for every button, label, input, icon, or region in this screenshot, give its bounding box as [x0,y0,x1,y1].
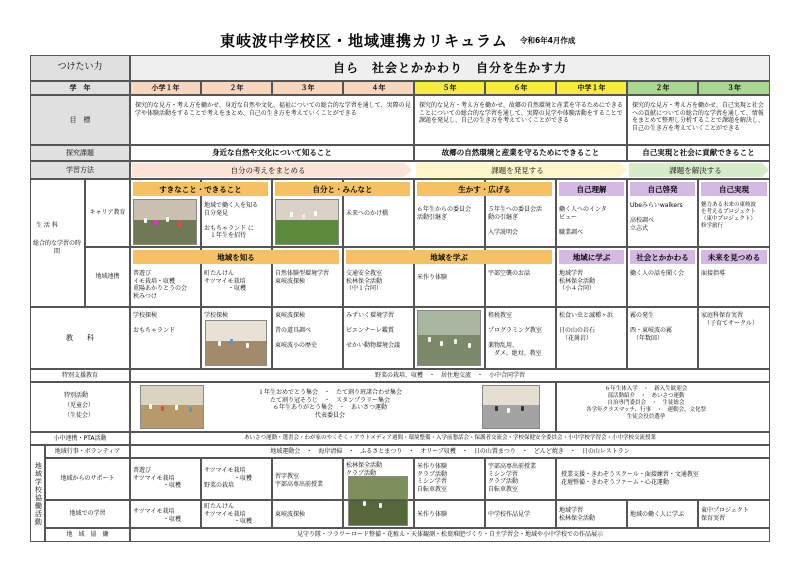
local-cell-5: 米作り体験 [414,247,485,307]
learning-cell-3: 東岐波探検 [272,500,343,528]
local-cell-2: 町たんけん サツマイモ栽培 ・収穫 [201,247,272,307]
grade-3: ３年 [272,81,343,95]
local-cell-9: 面接指導 [698,247,770,307]
topic-2: 故郷の自然環境と産業を守るためにできること [414,145,627,161]
community-coop-text: 見守り隊・フラワーロード整備・花植え・天体観測・松葉堆肥づくり・自主学習会・地域や小中学校での作品展示 [130,528,770,542]
grade-label: 学 年 [30,81,130,95]
school-coop-vertical-label: 地域学校協働活動 [34,461,43,526]
grade-5: ５年 [414,81,485,95]
goal-text-junior-high: 探究的な見方・考え方を働かせ、自己実現と社会への貢献についての総合的な学習を通して、情報をまとめて整理し分析することで課題を解決し、自己の生き方を考えていくことができる [627,95,770,145]
career-cell-8: Ubeみらいwalkers 高校調べ 立志式 [627,179,698,247]
career-cell-7: 働く人へのインタ ビュー 職業調べ [556,179,627,247]
goal-text-elementary-upper: 探究的な見方・考え方を働かせ、故郷の自然環境と産業を守るためにできることについての総合的な学習を通して、実際の見学や体験活動をすることで課題を発見し、自己の生き方を考えていくことができる [414,95,627,145]
support-label: 特別支援教育 [30,369,130,382]
subjects-cell-8: 霧の発生 西・東岐波の霧 （年数回） [627,307,698,369]
career-cell-4: 未来へのかけ橋 [343,179,414,247]
career-banner-5: 自己啓発 [630,182,695,196]
theme-label: つけたい力 [30,55,130,81]
support-cell-7: 授業支援・きわぞうスクール・面接練習・文通教室 花壇整備・きわぞうファーム・心花運動 [556,458,770,500]
support-cell-6: 宇部高専出前授業 ミシン学習 クラブ活動 自転車教室 [485,458,556,500]
local-cell-6: 宇部空襲のお話 [485,247,556,307]
subjects-label: 教 科 [30,307,130,369]
grade-1: 小学１年 [130,81,201,95]
career-banner-4: 自己理解 [559,182,624,196]
learning-cell-5: 米作り体験 [414,500,485,528]
local-banner-2: 地域を学ぶ [346,250,552,264]
topic-1: 身近な自然や文化について知ること [130,145,414,161]
career-cell-5: ６年生からの委員会 活動引継ぎ [414,179,485,247]
subjects-cell-3: 東岐波探検 昔の道具調べ 東岐波小の歴史 [272,307,343,369]
photo-junior-high-event [482,385,540,429]
creation-date: 令和6年4月作成 [520,36,576,45]
method-arrow-1 [404,163,412,177]
community-support-label: 地域からのサポート [45,458,130,500]
local-banner-3: 地域に学ぶ [559,250,624,264]
community-coop-label: 地 域 協 働 [45,528,130,542]
support-cell-4-text: 松林保全活動 クラブ活動 [346,462,383,477]
local-cell-4: 交通安全教室 松林保全活動 （中１合同） [343,247,414,307]
learning-cell-2: 町たんけん サツマイモ栽培 ・収穫 [201,500,272,528]
learning-cell-1: サツマイモ栽培 ・収穫 [130,500,201,528]
school-coop-vertical-cell [30,445,45,542]
support-cell-2: サツマイモ栽培 ・収穫 野菜の栽培 [201,458,272,500]
subjects-cell-7: 松食い虫と滅種ヶ浜 日の山の岩石 （花崗岩） [556,307,627,369]
pta-text: あいさつ運動・選書会・わが家のやくそく・アウトメディア週間・環境整備・入学前懇話会・保護者交流会・学校保健安全委員会・小中学校学習会・小中学校交流授業 [130,432,770,445]
theme-text: 自ら 社会とかかわり 自分を生かす力 [130,55,770,81]
local-banner-4: 社会とかかわる [630,250,695,264]
topic-label: 探究課題 [30,145,130,161]
goal-text-elementary-lower: 探究的な見方・考え方を働かせ、身近な自然や文化、福祉についての総合的な学習を通して、実際の見学や体験活動をすることで考えをまとめ、自己の生き方を考えていくことができる [130,95,414,145]
special-elementary-text: １年生おめでとう集会 ・ たて割り班諸合わせ集会 たて割り冠そうじ ・ スタンプラリー集会 ６年生ありがとう集会 ・ あいさつ運動 代表委員会 [258,389,403,419]
subjects-cell-2: 学校探検 [201,307,272,369]
support-cell-5: 米作り体験 クラブ活動 ミシン学習 自転車教室 [414,458,485,500]
subjects-cell-1: 学校探検 おもちゃランド [130,307,201,369]
method-label: 学習方法 [30,161,130,179]
pta-label: 小中連携・PTA活動 [30,432,130,445]
career-cell-6: ５年生への委員会活 動の引継ぎ 入学説明会 [485,179,556,247]
photo-children-outdoors [133,199,197,245]
support-cell-3: 習字教室 宇部高専出前授業 [272,458,343,500]
photo-school-tour [205,320,267,366]
special-label-3: （生徒会） [64,412,95,419]
method-arrow-3 [762,163,769,177]
events-text: 地域運動会 ・ 海岸清掃 ・ ふるさとまつり ・ オリーブ収穫 ・ 日の山置まつり ・ どんど焼き ・ 日の山レストラン [130,445,770,458]
grade-6: ６年 [485,81,556,95]
local-banner-1: 地域を知る [133,250,339,264]
local-cell-1: 普遊び イモ栽培・収穫 重陽あかりとうの会 秋みつけ [130,247,201,307]
grade-jh2: ２年 [627,81,698,95]
subjects-cell-4: みずいく環境学習 ビエンナーレ鑑賞 せかい動物環境会議 [343,307,414,369]
topic-3: 自己実現と社会に貢献できること [627,145,770,161]
events-label: 地域行事・ボランティア [45,445,130,458]
method-3: 課題を解決する [629,163,762,177]
grade-4: ４年 [343,81,414,95]
support-cell-1: 普遊び サツマイモ栽培 ・収穫 [130,458,201,500]
career-cell-9: 魅力ある未来の東岐波 を考えるプロジェクト （東中プロジェクト） 修学旅行 [698,179,770,247]
local-learning-label: 地域での学習 [45,500,130,528]
learning-cell-8: 地域の働く人に学ぶ [627,500,698,528]
grade-jh1: 中学１年 [556,81,627,95]
local-banner-5: 未来を見つめる [701,250,767,264]
career-label: キャリア教育 [85,179,130,247]
learning-cell-7: 地域学習 松林保全活動 [556,500,627,528]
special-label-1: 特別活動 [64,392,89,399]
photo-gym-assembly [140,385,204,429]
learning-cell-9: 東中プロジェクト 保育実習 [698,500,770,528]
grade-2: ２年 [201,81,272,95]
page-title: 東岐波中学校区・地域連携カリキュラム [220,32,508,50]
method-2: 課題を発見する [416,163,619,177]
photo-children-field [275,199,339,245]
subjects-cell-9: 家庭科保育実習 （子育てサークル） [698,307,770,369]
learning-cell-4 [343,500,414,528]
special-label-2: （児童会） [64,402,95,409]
local-cell-7: 地域学習 松林保全活動 （小４合同） [556,247,627,307]
support-text: 野菜の栽培、収穫 ・ 居住地交流 ・ 小中合同学習 [130,369,770,382]
career-banner-3: 生かす・広げる [417,182,552,196]
method-1: 自分の考えをまとめる [132,163,404,177]
special-junior-high-text: ６年生体入学 ・ 新入生歓迎会 部活動紹介 ・ あいさつ運動 自治専門委員会 ・ 生徒総会 各学年クラスマッチ、行事 ・ 運動会、文化祭 生徒会役員選挙 [586,386,707,420]
local-cell-8: 働く人の話を聞く会 [627,247,698,307]
career-banner-1: すきなこと・できること [133,182,268,196]
method-arrow-2 [619,163,627,177]
photo-rice-planting [417,310,481,366]
subjects-cell-6: 租税教室 プログラミング教室 薬物乱用、 ダメ。絶対。教室 [485,307,556,369]
local-cell-3: 自然体験型環境学習 東岐波探検 [272,247,343,307]
career-banner-2: 自分と・みんなと [275,182,410,196]
integrated-label-2: 総合的な学習の時間 [32,240,81,255]
integrated-label-1: 生 活 科 [36,222,58,229]
local-label: 地域連携 [85,247,130,307]
career-banner-6: 自己実現 [701,182,767,196]
career-cell-2: 地域で働く人を知る 自分発見 おもちゃランド に １年生を招待 [201,179,272,247]
goal-label: 目 標 [30,95,130,145]
grade-jh3: ３年 [698,81,770,95]
learning-cell-6: 中学校作品見学 [485,500,556,528]
